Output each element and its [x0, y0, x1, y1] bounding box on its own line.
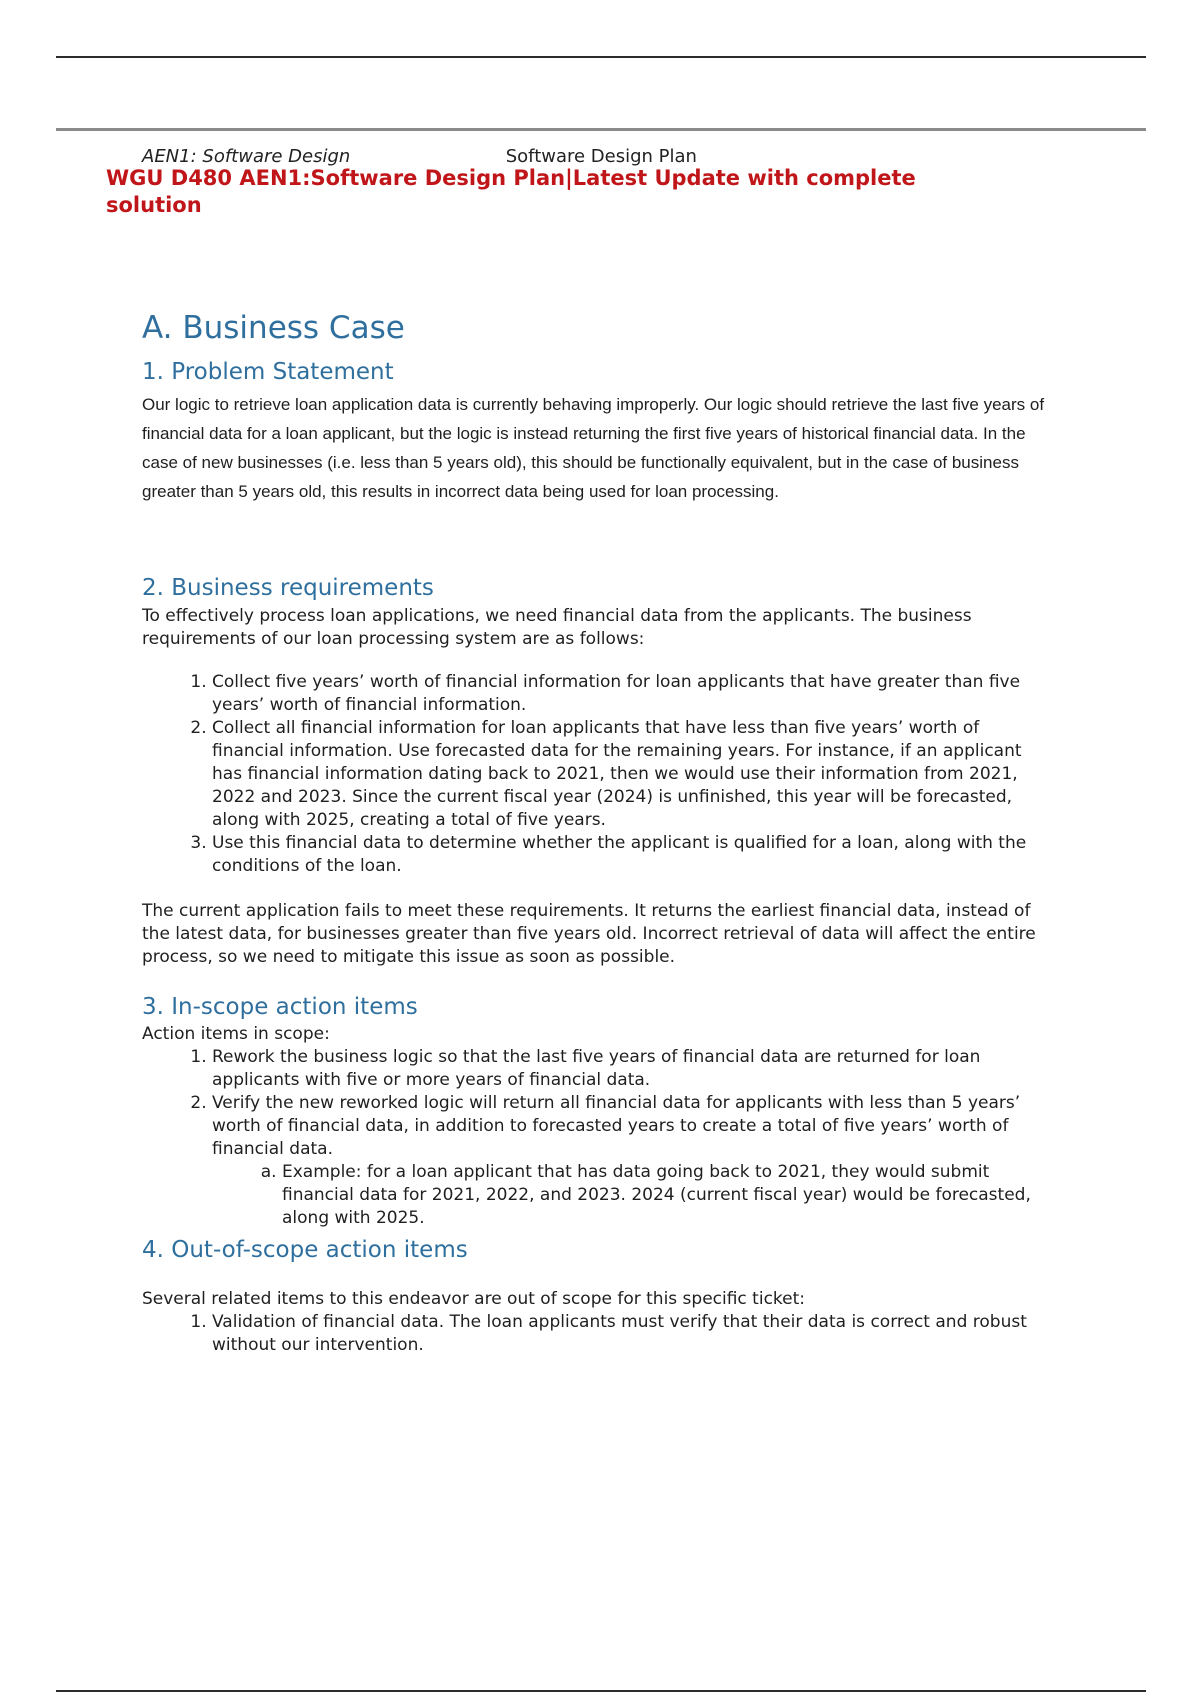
running-header — [142, 146, 697, 167]
document-title: WGU D480 AEN1:Software Design Plan|Latest Update with complete solution — [106, 166, 916, 217]
list-item: 3. Use this financial data to determine whether the applicant is qualified for a loan, along with the conditions of the loan. — [212, 832, 1054, 878]
out-of-scope-heading: 4. Out-of-scope action items — [142, 1237, 468, 1263]
business-requirements-list — [142, 671, 1054, 878]
bottom-rule — [56, 1690, 1146, 1692]
problem-statement-text: Our logic to retrieve loan application data is currently behaving improperly. Our logic should retrieve the last five years of financial data for a loan applicant, but the logic is instead returning the first five years of historical financial data. In the case of new businesses (i.e. less than 5 years old), this should be functionally equivalent, but in the case of business greater than 5 years old, this results in incorrect data being used for loan processing. — [142, 395, 1045, 501]
in-scope-item-1-text: Rework the business logic so that the last five years of financial data are returned for loan applicants with five or more years of financial data. — [212, 1047, 981, 1090]
list-item: 1. Validation of financial data. The loan applicants must verify that their data is correct and robust without our intervention. — [212, 1311, 1054, 1357]
in-scope-sub-list — [212, 1161, 1054, 1230]
in-scope-list — [142, 1046, 1054, 1230]
out-of-scope-list — [142, 1311, 1054, 1357]
business-requirements-closing: The current application fails to meet these requirements. It returns the earliest financial data, instead of the latest data, for businesses greater than five years old. Incorrect retrieval of data will affect the entire process, so we need to mitigate this issue as soon as possible. — [142, 901, 1036, 967]
header-rule — [56, 128, 1146, 131]
section-heading-business-case: A. Business Case — [142, 310, 405, 346]
in-scope-heading: 3. In-scope action items — [142, 994, 418, 1020]
list-item: a. Example: for a loan applicant that has data going back to 2021, they would submit financial data for 2021, 2022, and 2023. 2024 (current fiscal year) would be forecasted, along with 2025. — [282, 1161, 1054, 1230]
list-item: 2. Collect all financial information for loan applicants that have less than five years’ worth of financial information. Use forecasted data for the remaining years. For instance, if an applicant has financial information dating back to 2021, then we would use their information from 2021, 2022 and 2023. Since the current fiscal year (2024) is unfinished, this year will be forecasted, along with 2025, creating a total of five years. — [212, 717, 1054, 832]
list-item — [212, 1046, 1054, 1092]
list-item: 1. Collect five years’ worth of financial information for loan applicants that have greater than five years’ worth of financial information. — [212, 671, 1054, 717]
list-item — [212, 1092, 1054, 1230]
in-scope-item-2-text: Verify the new reworked logic will return all financial data for applicants with less than 5 years’ worth of financial data, in addition to forecasted years to create a total of five years’ worth of financial data. — [212, 1093, 1021, 1159]
in-scope-intro: Action items in scope: — [142, 1024, 330, 1044]
problem-statement-heading: 1. Problem Statement — [142, 359, 394, 385]
header-course: AEN1: Software Design — [142, 146, 351, 167]
out-of-scope-intro: Several related items to this endeavor are out of scope for this specific ticket: — [142, 1289, 806, 1309]
header-doc-type: Software Design Plan — [505, 146, 697, 167]
business-requirements-intro: To effectively process loan applications, we need financial data from the applicants. The business requirements of our loan processing system are as follows: — [142, 606, 972, 649]
business-requirements-heading: 2. Business requirements — [142, 575, 434, 601]
document-body — [142, 310, 1054, 1357]
top-rule — [56, 56, 1146, 58]
